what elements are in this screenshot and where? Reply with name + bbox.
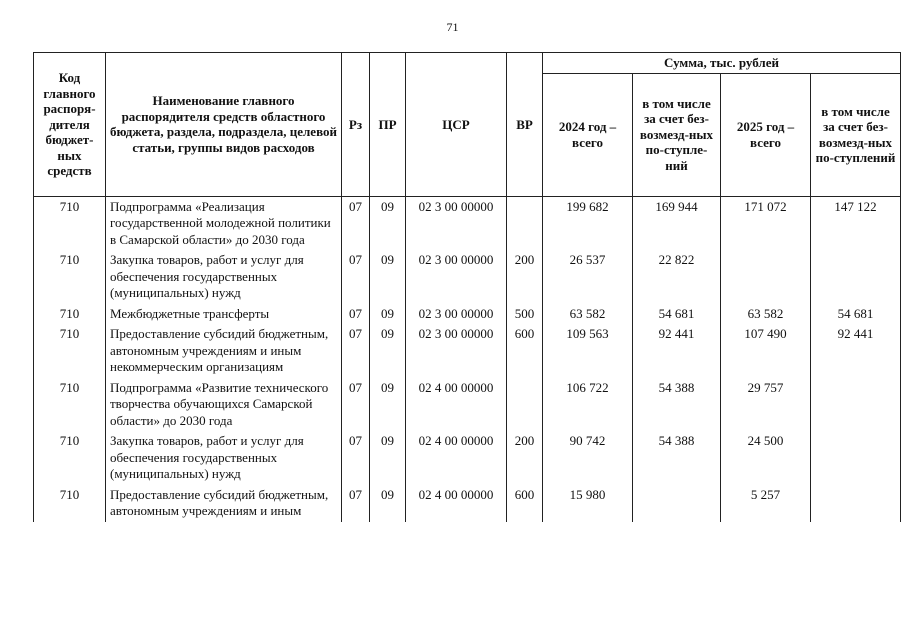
cell-2024-total: 109 563 xyxy=(543,324,633,378)
header-2025-grants: в том числе за счет без-возмезд-ных по-ступлений xyxy=(811,73,901,196)
table-header xyxy=(34,53,901,197)
cell-csr: 02 4 00 00000 xyxy=(406,431,507,485)
table-body xyxy=(34,196,901,522)
budget-table xyxy=(33,52,901,522)
cell-csr: 02 3 00 00000 xyxy=(406,324,507,378)
cell-vr: 500 xyxy=(507,304,543,325)
header-sum-group: Сумма, тыс. рублей xyxy=(543,53,901,74)
cell-2025-grants xyxy=(811,485,901,522)
cell-2024-total: 90 742 xyxy=(543,431,633,485)
header-name: Наименование главного распорядителя средств областного бюджета, раздела, подраздела, целевой статьи, группы видов расходов xyxy=(106,53,342,197)
cell-rz: 07 xyxy=(342,431,370,485)
table-row xyxy=(34,485,901,522)
table-row xyxy=(34,250,901,304)
cell-2024-total: 26 537 xyxy=(543,250,633,304)
cell-2025-grants: 92 441 xyxy=(811,324,901,378)
page-number: 71 xyxy=(446,20,459,34)
cell-vr xyxy=(507,378,543,432)
header-rz: Рз xyxy=(342,53,370,197)
cell-csr: 02 3 00 00000 xyxy=(406,304,507,325)
cell-vr xyxy=(507,196,543,250)
cell-pr: 09 xyxy=(370,324,406,378)
header-code: Код главного распоря-дителя бюджет-ных средств xyxy=(34,53,106,197)
table-row xyxy=(34,196,901,250)
cell-2024-total: 106 722 xyxy=(543,378,633,432)
cell-rz: 07 xyxy=(342,324,370,378)
cell-2024-total: 15 980 xyxy=(543,485,633,522)
table-row xyxy=(34,324,901,378)
cell-rz: 07 xyxy=(342,304,370,325)
cell-2024-total: 63 582 xyxy=(543,304,633,325)
cell-vr: 600 xyxy=(507,324,543,378)
cell-vr: 600 xyxy=(507,485,543,522)
cell-2025-total: 24 500 xyxy=(721,431,811,485)
table-row xyxy=(34,431,901,485)
cell-2024-grants xyxy=(633,485,721,522)
cell-code: 710 xyxy=(34,250,106,304)
cell-pr: 09 xyxy=(370,485,406,522)
cell-rz: 07 xyxy=(342,378,370,432)
cell-pr: 09 xyxy=(370,196,406,250)
table-row xyxy=(34,378,901,432)
cell-code: 710 xyxy=(34,485,106,522)
cell-pr: 09 xyxy=(370,378,406,432)
cell-rz: 07 xyxy=(342,196,370,250)
cell-2025-grants xyxy=(811,431,901,485)
cell-2025-grants: 147 122 xyxy=(811,196,901,250)
cell-name: Закупка товаров, работ и услуг для обеспечения государственных (муниципальных) нужд xyxy=(106,250,342,304)
header-pr: ПР xyxy=(370,53,406,197)
cell-2024-total: 199 682 xyxy=(543,196,633,250)
header-2025-total: 2025 год – всего xyxy=(721,73,811,196)
cell-name: Подпрограмма «Реализация государственной молодежной политики в Самарской области» до 2030 года xyxy=(106,196,342,250)
cell-2025-total: 171 072 xyxy=(721,196,811,250)
cell-pr: 09 xyxy=(370,304,406,325)
cell-2025-grants: 54 681 xyxy=(811,304,901,325)
header-row-1 xyxy=(34,53,901,74)
cell-2025-total: 5 257 xyxy=(721,485,811,522)
header-2024-total: 2024 год – всего xyxy=(543,73,633,196)
cell-2024-grants: 169 944 xyxy=(633,196,721,250)
cell-2025-grants xyxy=(811,378,901,432)
cell-csr: 02 4 00 00000 xyxy=(406,378,507,432)
cell-rz: 07 xyxy=(342,485,370,522)
cell-vr: 200 xyxy=(507,431,543,485)
cell-2024-grants: 54 388 xyxy=(633,431,721,485)
cell-csr: 02 3 00 00000 xyxy=(406,250,507,304)
cell-name: Подпрограмма «Развитие технического творчества обучающихся Самарской области» до 2030 года xyxy=(106,378,342,432)
cell-code: 710 xyxy=(34,196,106,250)
cell-2025-total xyxy=(721,250,811,304)
header-vr: ВР xyxy=(507,53,543,197)
cell-2024-grants: 92 441 xyxy=(633,324,721,378)
cell-name: Межбюджетные трансферты xyxy=(106,304,342,325)
cell-name: Закупка товаров, работ и услуг для обеспечения государственных (муниципальных) нужд xyxy=(106,431,342,485)
cell-code: 710 xyxy=(34,324,106,378)
cell-2024-grants: 54 388 xyxy=(633,378,721,432)
cell-pr: 09 xyxy=(370,250,406,304)
cell-csr: 02 3 00 00000 xyxy=(406,196,507,250)
cell-csr: 02 4 00 00000 xyxy=(406,485,507,522)
cell-code: 710 xyxy=(34,431,106,485)
cell-2025-grants xyxy=(811,250,901,304)
cell-2025-total: 107 490 xyxy=(721,324,811,378)
cell-name: Предоставление субсидий бюджетным, автономным учреждениям и иным некоммерческим организациям xyxy=(106,324,342,378)
cell-2024-grants: 54 681 xyxy=(633,304,721,325)
cell-vr: 200 xyxy=(507,250,543,304)
header-csr: ЦСР xyxy=(406,53,507,197)
cell-code: 710 xyxy=(34,304,106,325)
cell-pr: 09 xyxy=(370,431,406,485)
cell-name: Предоставление субсидий бюджетным, автономным учреждениям и иным xyxy=(106,485,342,522)
cell-rz: 07 xyxy=(342,250,370,304)
header-2024-grants: в том числе за счет без-возмезд-ных по-ступле-ний xyxy=(633,73,721,196)
table-row xyxy=(34,304,901,325)
cell-2024-grants: 22 822 xyxy=(633,250,721,304)
cell-code: 710 xyxy=(34,378,106,432)
cell-2025-total: 63 582 xyxy=(721,304,811,325)
cell-2025-total: 29 757 xyxy=(721,378,811,432)
